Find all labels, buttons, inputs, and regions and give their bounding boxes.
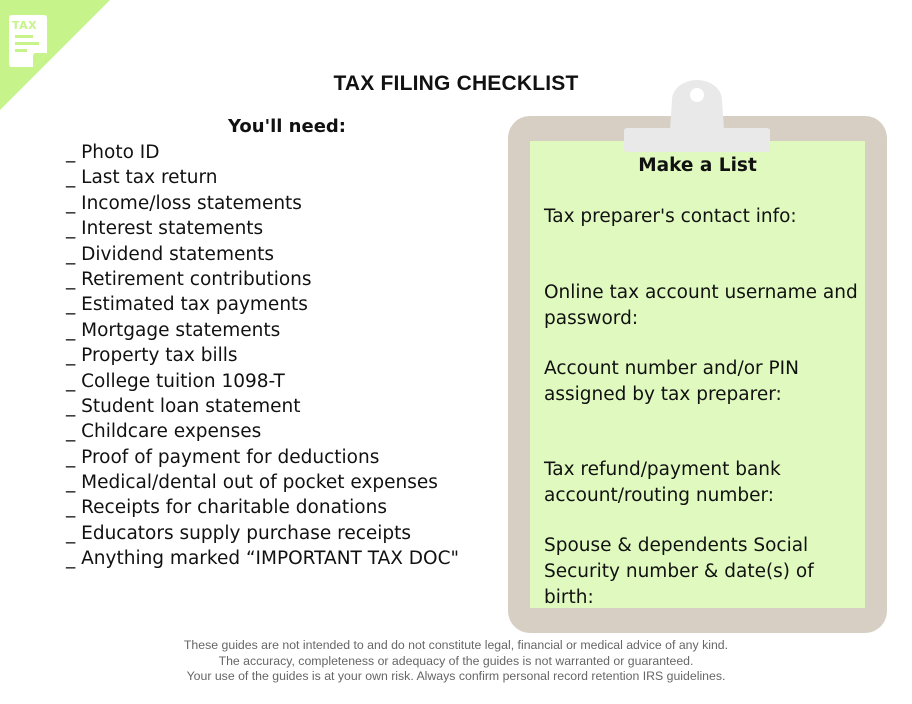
checklist-item: _ College tuition 1098-T [66, 370, 285, 392]
checklist-item: _ Anything marked “IMPORTANT TAX DOC" [66, 548, 460, 570]
list-heading: Make a List [638, 155, 757, 176]
checklist-item: _ Income/loss statements [66, 192, 302, 214]
checklist-item: _ Last tax return [66, 167, 218, 189]
checklist-item: _ Retirement contributions [66, 268, 312, 290]
checklist-item: _ Property tax bills [66, 345, 238, 367]
list-item-bank-routing: Tax refund/payment bank account/routing number: [544, 459, 781, 506]
checklist-item: _ Receipts for charitable donations [66, 497, 387, 519]
list-item-online-account: Online tax account username and password: [544, 282, 858, 329]
checklist-item: _ Medical/dental out of pocket expenses [66, 472, 438, 494]
list-item-account-pin: Account number and/or PIN assigned by tax preparer: [544, 358, 799, 405]
checklist-item: _ Mortgage statements [66, 319, 281, 341]
disclaimer-line: These guides are not intended to and do not constitute legal, financial or medical advice of any kind. [183, 638, 729, 652]
checklist-item: _ Dividend statements [66, 243, 274, 265]
disclaimer [0, 638, 912, 685]
tax-badge-label: TAX [12, 19, 38, 32]
checklist-item: _ Student loan statement [66, 395, 301, 417]
page-title: TAX FILING CHECKLIST [333, 72, 579, 95]
list-item-preparer-contact: Tax preparer's contact info: [544, 206, 797, 227]
clipboard-clip-icon [620, 78, 774, 154]
list-item-ssn-dob: Spouse & dependents Social Security number & date(s) of birth: [544, 535, 814, 608]
checklist-item: _ Interest statements [66, 218, 264, 240]
disclaimer-line: The accuracy, completeness or adequacy of the guides is not warranted or guaranteed. [218, 653, 694, 668]
checklist-item: _ Photo ID [66, 142, 160, 163]
checklist-item: _ Educators supply purchase receipts [66, 522, 412, 544]
checklist-item: _ Childcare expenses [66, 421, 262, 443]
checklist-item: _ Estimated tax payments [66, 294, 308, 316]
disclaimer-line: Your use of the guides is at your own risk. Always confirm personal record retention IRS guidelines. [186, 669, 726, 683]
needs-checklist [66, 140, 459, 572]
checklist-item: _ Proof of payment for deductions [66, 446, 380, 468]
needs-heading: You'll need: [228, 116, 346, 137]
